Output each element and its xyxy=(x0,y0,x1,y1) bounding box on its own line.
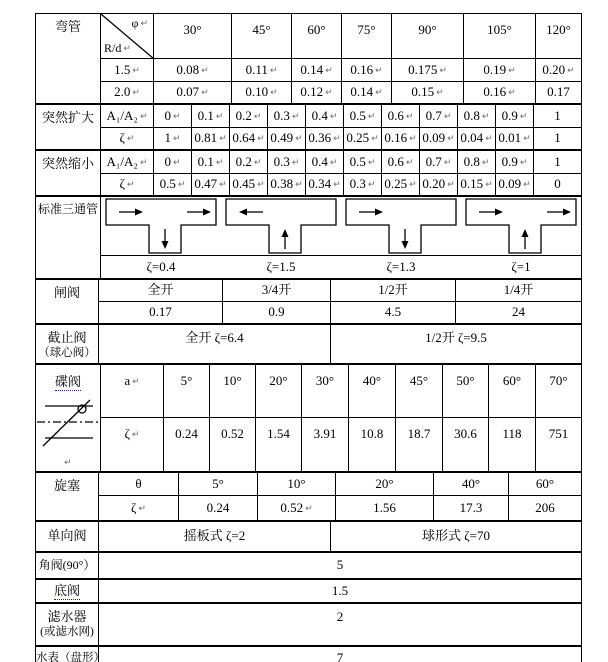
opening-header: 3/4开 xyxy=(223,280,331,302)
angle-header: 10° xyxy=(258,473,336,496)
butterfly-valve-label: 碟阀 xyxy=(54,374,81,389)
tee-diagram-4 xyxy=(461,198,581,254)
value-cell: 0.2 ↵ xyxy=(230,151,268,174)
sudden-expansion-section xyxy=(35,104,582,150)
tee-section xyxy=(35,196,582,279)
zeta-label: ζ ↵ xyxy=(101,418,164,472)
value-cell: 1 xyxy=(534,128,582,150)
check-valve-cell: 摇板式 ζ=2 xyxy=(99,522,331,552)
value-cell: 17.3 xyxy=(434,496,509,521)
angle-header: 45° xyxy=(396,365,443,418)
value-cell: 3.91 xyxy=(302,418,349,472)
value-cell: 0.1 ↵ xyxy=(192,151,230,174)
value-cell: 0 ↵ xyxy=(154,105,192,128)
tee-zeta-value: ζ=0.4 xyxy=(146,258,176,274)
return-mark: ↵ xyxy=(215,111,224,122)
angle-header: 20° xyxy=(256,365,302,418)
strainer-label-line2: (或滤水网) xyxy=(40,626,94,639)
value-cell: 0.81 ↵ xyxy=(192,128,230,150)
return-mark: ↵ xyxy=(447,180,455,191)
water-meter-section xyxy=(35,646,582,662)
angle-header: 50° xyxy=(443,365,489,418)
value-cell: 0.25 ↵ xyxy=(382,174,420,196)
expansion-param-label: A₁/A₂ ↵ xyxy=(101,105,154,128)
contraction-label: 突然缩小 xyxy=(36,151,101,196)
tee-diagram-1 xyxy=(101,198,221,254)
zeta-label: ζ ↵ xyxy=(99,496,179,521)
value-cell: 0.25 ↵ xyxy=(344,128,382,150)
globe-valve-cell: 全开 ζ=6.4 xyxy=(99,325,331,364)
return-mark: ↵ xyxy=(132,65,140,76)
return-mark: ↵ xyxy=(367,180,376,191)
value-cell: 0 ↵ xyxy=(154,151,192,174)
value-cell: 0.16 ↵ xyxy=(342,59,392,82)
value-cell: 0.9 ↵ xyxy=(496,105,534,128)
return-mark: ↵ xyxy=(257,134,265,145)
tee-diagram-2 xyxy=(221,198,341,254)
foot-valve-section xyxy=(35,579,582,603)
return-mark: ↵ xyxy=(508,88,516,99)
value-cell: 0.11 ↵ xyxy=(232,59,292,82)
value-cell: 751 xyxy=(536,418,582,472)
return-mark: ↵ xyxy=(140,19,148,29)
return-mark: ↵ xyxy=(253,111,262,122)
bend-row-label: 2.0 ↵ xyxy=(101,82,154,104)
butterfly-valve-diagram xyxy=(36,396,100,448)
gate-valve-label: 闸阀 xyxy=(36,280,99,324)
bend-angle-header: 105° xyxy=(464,14,536,59)
value-cell: 0.9 xyxy=(223,302,331,324)
value-cell: 0.6 ↵ xyxy=(382,105,420,128)
zeta-label: ζ ↵ xyxy=(101,128,154,150)
value-cell: 0.52 xyxy=(210,418,256,472)
return-mark: ↵ xyxy=(201,65,209,76)
value-cell: 0.17 xyxy=(536,82,582,104)
return-mark: ↵ xyxy=(333,180,341,191)
return-mark: ↵ xyxy=(172,134,181,145)
value-cell: 1.56 xyxy=(336,496,434,521)
angle-header: 20° xyxy=(336,473,434,496)
cock-param-label: θ xyxy=(99,473,179,496)
value-cell: 0.34 ↵ xyxy=(306,174,344,196)
bend-angle-header: 75° xyxy=(342,14,392,59)
value-cell: 0.07 ↵ xyxy=(154,82,232,104)
value-cell: 1 xyxy=(534,105,582,128)
globe-valve-cell: 1/2开 ζ=9.5 xyxy=(331,325,582,364)
value-cell: 0.4 ↵ xyxy=(306,105,344,128)
return-mark: ↵ xyxy=(567,65,575,76)
return-mark: ↵ xyxy=(126,134,135,145)
return-mark: ↵ xyxy=(215,157,224,168)
bend-angle-header: 60° xyxy=(292,14,342,59)
tee-diagrams-cell xyxy=(101,197,582,256)
globe-valve-label-line2: （球心阀） xyxy=(38,347,96,360)
return-mark: ↵ xyxy=(257,180,265,191)
butterfly-param-label: a ↵ xyxy=(101,365,164,418)
value-cell: 0.2 ↵ xyxy=(230,105,268,128)
tee-label: 标准三通管 xyxy=(36,197,101,279)
return-mark: ↵ xyxy=(131,430,140,440)
strainer-section xyxy=(35,603,582,646)
return-mark: ↵ xyxy=(367,157,376,168)
angle-header: 60° xyxy=(509,473,582,496)
value-cell: 0.45 ↵ xyxy=(230,174,268,196)
return-mark: ↵ xyxy=(375,88,383,99)
cock-section xyxy=(35,472,582,521)
value-cell: 0.47 ↵ xyxy=(192,174,230,196)
return-mark: ↵ xyxy=(132,88,140,99)
value-cell: 0 xyxy=(534,174,582,196)
water-meter-label: 水表（盘形） xyxy=(36,647,99,662)
angle-valve-section xyxy=(35,552,582,579)
value-cell: 0.08 ↵ xyxy=(154,59,232,82)
loss-coefficient-table xyxy=(35,13,581,662)
return-mark: ↵ xyxy=(291,157,300,168)
return-mark: ↵ xyxy=(219,180,227,191)
value-cell: 0.14 ↵ xyxy=(342,82,392,104)
return-mark: ↵ xyxy=(443,157,452,168)
value-cell: 0.19 ↵ xyxy=(464,59,536,82)
return-mark: ↵ xyxy=(138,503,146,514)
value-cell: 4.5 xyxy=(331,302,456,324)
return-mark: ↵ xyxy=(291,111,300,122)
value-cell: 0.24 xyxy=(164,418,210,472)
value-cell: 0.14 ↵ xyxy=(292,59,342,82)
return-mark: ↵ xyxy=(325,65,333,76)
bend-angle-header: 30° xyxy=(154,14,232,59)
strainer-label-line1: 滤水器 xyxy=(47,609,87,624)
value-cell: 0.4 ↵ xyxy=(306,151,344,174)
return-mark: ↵ xyxy=(508,65,516,76)
bend-angle-header: 120° xyxy=(536,14,582,59)
bend-section xyxy=(35,13,582,104)
value-cell: 0.38 ↵ xyxy=(268,174,306,196)
gate-valve-section xyxy=(35,279,582,324)
value-cell: 0.16 ↵ xyxy=(464,82,536,104)
return-mark: ↵ xyxy=(219,134,227,145)
tee-diagram-3 xyxy=(341,198,461,254)
butterfly-valve-section xyxy=(35,364,582,472)
value-cell: 0.9 ↵ xyxy=(496,151,534,174)
opening-header: 全开 xyxy=(99,280,223,302)
bend-angle-header: 45° xyxy=(232,14,292,59)
value-cell: 2 xyxy=(99,604,582,646)
return-mark: ↵ xyxy=(481,157,490,168)
foot-valve-label-cell xyxy=(36,580,99,603)
return-mark: ↵ xyxy=(481,111,490,122)
value-cell: 0.20 ↵ xyxy=(420,174,458,196)
value-cell: 0.01 ↵ xyxy=(496,128,534,150)
value-cell: 0.3 ↵ xyxy=(344,174,382,196)
angle-header: 30° xyxy=(302,365,349,418)
bend-label: 弯管 xyxy=(36,14,101,104)
value-cell: 0.5 ↵ xyxy=(344,151,382,174)
foot-valve-label: 底阀 xyxy=(53,582,80,598)
value-cell: 10.8 xyxy=(349,418,396,472)
value-cell: 0.3 ↵ xyxy=(268,105,306,128)
value-cell: 0.8 ↵ xyxy=(458,105,496,128)
value-cell: 118 xyxy=(489,418,536,472)
return-mark: ↵ xyxy=(329,111,338,122)
return-mark: ↵ xyxy=(177,180,186,191)
value-cell: 0.52 ↵ xyxy=(258,496,336,521)
angle-header: 10° xyxy=(210,365,256,418)
tee-zeta-row xyxy=(101,256,582,279)
return-mark: ↵ xyxy=(519,111,528,122)
opening-header: 1/4开 xyxy=(456,280,582,302)
return-mark: ↵ xyxy=(270,88,278,99)
value-cell: 1 xyxy=(534,151,582,174)
sudden-contraction-section xyxy=(35,150,582,196)
return-mark: ↵ xyxy=(172,111,181,122)
return-mark: ↵ xyxy=(367,111,376,122)
return-mark: ↵ xyxy=(439,65,447,76)
value-cell: 1 ↵ xyxy=(154,128,192,150)
value-cell: 0.15 ↵ xyxy=(392,82,464,104)
angle-header: 40° xyxy=(434,473,509,496)
opening-header: 1/2开 xyxy=(331,280,456,302)
corner-rd-label: R/d ↵ xyxy=(104,41,131,55)
value-cell: 206 xyxy=(509,496,582,521)
value-cell: 0.175 ↵ xyxy=(392,59,464,82)
value-cell: 1.54 xyxy=(256,418,302,472)
value-cell: 1.5 xyxy=(99,580,582,603)
value-cell: 0.49 ↵ xyxy=(268,128,306,150)
return-mark: ↵ xyxy=(371,134,379,145)
return-mark: ↵ xyxy=(447,134,455,145)
return-mark: ↵ xyxy=(253,157,262,168)
globe-valve-label-line1: 截止阀 xyxy=(47,330,87,345)
return-mark: ↵ xyxy=(126,180,135,191)
value-cell: 0.7 ↵ xyxy=(420,105,458,128)
value-cell: 0.24 xyxy=(179,496,258,521)
value-cell: 0.1 ↵ xyxy=(192,105,230,128)
strainer-label-cell xyxy=(36,604,99,646)
contraction-param-label: A₁/A₂ ↵ xyxy=(101,151,154,174)
value-cell: 0.12 ↵ xyxy=(292,82,342,104)
return-mark: ↵ xyxy=(485,180,493,191)
value-cell: 0.17 xyxy=(99,302,223,324)
bend-corner-cell xyxy=(101,14,154,59)
return-mark: ↵ xyxy=(443,111,452,122)
value-cell: 0.64 ↵ xyxy=(230,128,268,150)
return-mark: ↵ xyxy=(333,134,341,145)
value-cell: 0.3 ↵ xyxy=(268,151,306,174)
value-cell: 0.20 ↵ xyxy=(536,59,582,82)
tee-zeta-value: ζ=1.5 xyxy=(266,258,296,274)
value-cell: 24 xyxy=(456,302,582,324)
value-cell: 0.5 ↵ xyxy=(344,105,382,128)
return-mark: ↵ xyxy=(375,65,383,76)
value-cell: 0.04 ↵ xyxy=(458,128,496,150)
return-mark: ↵ xyxy=(269,65,278,76)
return-mark: ↵ xyxy=(485,134,493,145)
return-mark: ↵ xyxy=(172,157,181,168)
return-mark: ↵ xyxy=(405,157,414,168)
value-cell: 0.6 ↵ xyxy=(382,151,420,174)
value-cell: 0.5 ↵ xyxy=(154,174,192,196)
angle-valve-label: 角阀(90°） xyxy=(36,553,99,579)
expansion-label: 突然扩大 xyxy=(36,105,101,150)
zeta-label: ζ ↵ xyxy=(101,174,154,196)
check-valve-label: 单向阀 xyxy=(36,522,99,552)
value-cell: 0.09 ↵ xyxy=(420,128,458,150)
angle-header: 60° xyxy=(489,365,536,418)
angle-header: 70° xyxy=(536,365,582,418)
corner-phi-label: φ ↵ xyxy=(131,16,148,30)
return-mark: ↵ xyxy=(523,134,531,145)
return-mark: ↵ xyxy=(329,157,338,168)
bend-angle-header: 90° xyxy=(392,14,464,59)
value-cell: 0.10 ↵ xyxy=(232,82,292,104)
globe-valve-label xyxy=(36,325,99,364)
return-mark: ↵ xyxy=(325,88,333,99)
return-mark: ↵ xyxy=(409,180,417,191)
return-mark: ↵ xyxy=(405,111,414,122)
return-mark: ↵ xyxy=(436,88,444,99)
value-cell: 30.6 xyxy=(443,418,489,472)
tee-zeta-value: ζ=1 xyxy=(511,258,531,274)
return-mark: ↵ xyxy=(201,88,209,99)
angle-header: 40° xyxy=(349,365,396,418)
value-cell: 18.7 xyxy=(396,418,443,472)
check-valve-cell: 球形式 ζ=70 xyxy=(331,522,582,552)
tee-zeta-value: ζ=1.3 xyxy=(386,258,416,274)
return-mark: ↵ xyxy=(132,377,140,387)
return-mark: ↵ xyxy=(519,157,528,168)
return-mark: ↵ xyxy=(295,180,303,191)
value-cell: 0.09 ↵ xyxy=(496,174,534,196)
return-mark: ↵ xyxy=(409,134,417,145)
return-mark: ↵ xyxy=(295,134,303,145)
return-mark: ↵ xyxy=(139,157,148,168)
value-cell: 7 xyxy=(99,647,582,662)
return-mark: ↵ xyxy=(64,458,72,469)
value-cell: 0.36 ↵ xyxy=(306,128,344,150)
check-valve-section xyxy=(35,521,582,552)
value-cell: 5 xyxy=(99,553,582,579)
bend-row-label: 1.5 ↵ xyxy=(101,59,154,82)
return-mark: ↵ xyxy=(305,503,313,514)
angle-header: 5° xyxy=(164,365,210,418)
globe-valve-section xyxy=(35,324,582,364)
return-mark: ↵ xyxy=(123,44,131,54)
return-mark: ↵ xyxy=(139,111,148,122)
angle-header: 5° xyxy=(179,473,258,496)
cock-label: 旋塞 xyxy=(36,473,99,521)
value-cell: 0.7 ↵ xyxy=(420,151,458,174)
value-cell: 0.15 ↵ xyxy=(458,174,496,196)
butterfly-valve-label-cell xyxy=(36,365,101,472)
value-cell: 0.8 ↵ xyxy=(458,151,496,174)
return-mark: ↵ xyxy=(523,180,531,191)
value-cell: 0.16 ↵ xyxy=(382,128,420,150)
